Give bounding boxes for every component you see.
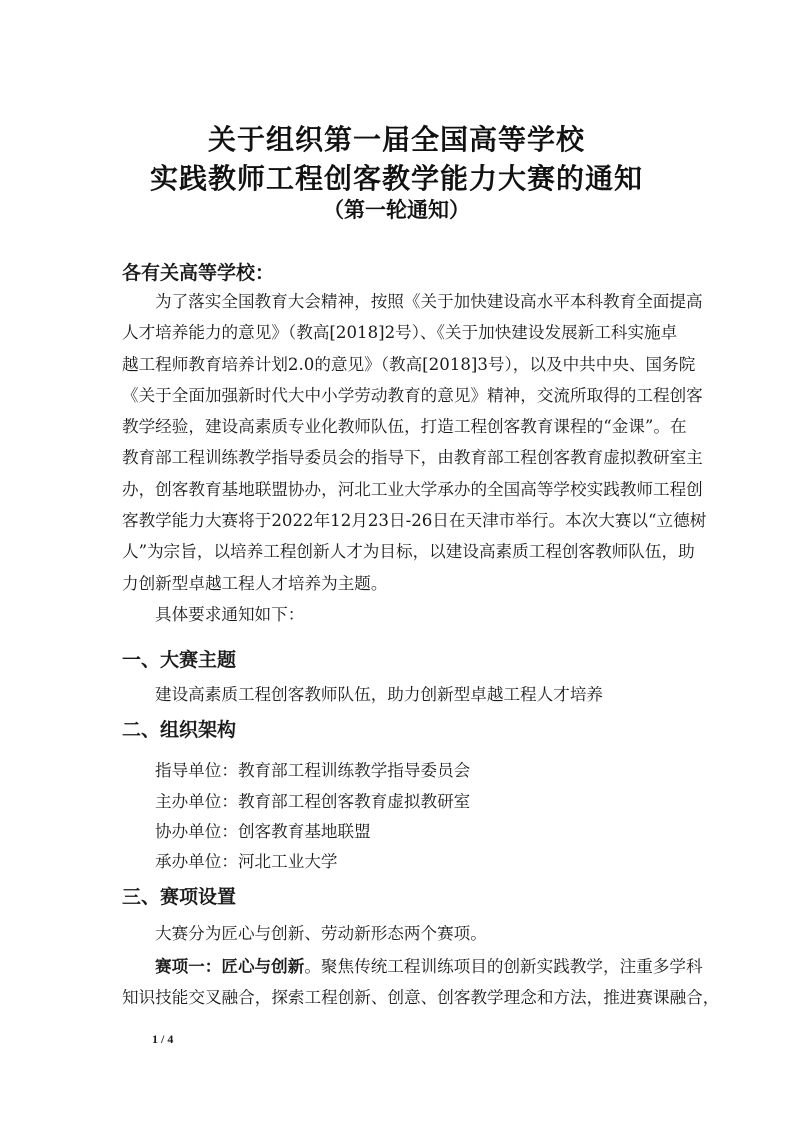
paragraph-line: 人”为宗旨，以培养工程创新人才为目标，以建设高素质工程创客教师队伍，助 <box>122 542 695 562</box>
paragraph-line: 为了落实全国教育大会精神，按照《关于加快建设高水平本科教育全面提高 <box>155 292 703 311</box>
section-heading-theme: 一、大赛主题 <box>122 649 237 671</box>
paragraph-line: 知识技能交叉融合，探索工程创新、创意、创客教学理念和方法，推进赛课融合， <box>122 988 720 1008</box>
paragraph-line: 教育部工程训练教学指导委员会的指导下，由教育部工程创客教育虚拟教研室主 <box>122 448 703 468</box>
paragraph-line: 办，创客教育基地联盟协办，河北工业大学承办的全国高等学校实践教师工程创 <box>122 479 703 499</box>
section-heading-organization: 二、组织架构 <box>122 719 237 741</box>
salutation: 各有关高等学校： <box>122 262 275 284</box>
org-item-organizer: 承办单位：河北工业大学 <box>155 852 338 871</box>
events-intro: 大赛分为匠心与创新、劳动新形态两个赛项。 <box>155 924 487 943</box>
intro-paragraph <box>122 286 707 630</box>
event-one-paragraph <box>122 951 720 1014</box>
title-line-2: 实践教师工程创客教学能力大赛的通知 <box>149 162 643 195</box>
paragraph-line: 越工程师教育培养计划2.0的意见》（教高[2018]3号），以及中共中央、国务院 <box>122 354 696 374</box>
paragraph-line: 客教学能力大赛将于2022年12月23日-26日在天津市举行。本次大赛以“立德树 <box>122 511 707 531</box>
paragraph-line: 《关于全面加强新时代大中小学劳动教育的意见》精神，交流所取得的工程创客 <box>122 385 703 405</box>
org-item-host: 主办单位：教育部工程创客教育虚拟教研室 <box>155 792 471 811</box>
section-heading-events: 三、赛项设置 <box>122 886 237 908</box>
title-line-1: 关于组织第一届全国高等学校 <box>207 123 585 156</box>
org-item-co-host: 协办单位：创客教育基地联盟 <box>155 822 371 841</box>
theme-text: 建设高素质工程创客教师队伍，助力创新型卓越工程人才培养 <box>155 685 604 704</box>
title-line-3: （第一轮通知） <box>323 198 470 222</box>
paragraph-line: 教学经验，建设高素质专业化教师队伍，打造工程创客教育课程的“金课”。在 <box>122 417 687 437</box>
event-one-label: 赛项一：匠心与创新 <box>155 957 305 976</box>
paragraph-line: 力创新型卓越工程人才培养为主题。 <box>122 573 388 593</box>
paragraph-line: 具体要求通知如下： <box>155 604 305 624</box>
page-number: 1 / 4 <box>152 1032 174 1046</box>
org-item-guidance: 指导单位：教育部工程训练教学指导委员会 <box>155 761 471 780</box>
paragraph-line <box>122 951 703 982</box>
paragraph-line: 人才培养能力的意见》（教高[2018]2号）、《关于加快建设发展新工科实施卓 <box>122 323 678 343</box>
event-one-text: 。聚焦传统工程训练项目的创新实践教学，注重多学科 <box>304 957 703 976</box>
